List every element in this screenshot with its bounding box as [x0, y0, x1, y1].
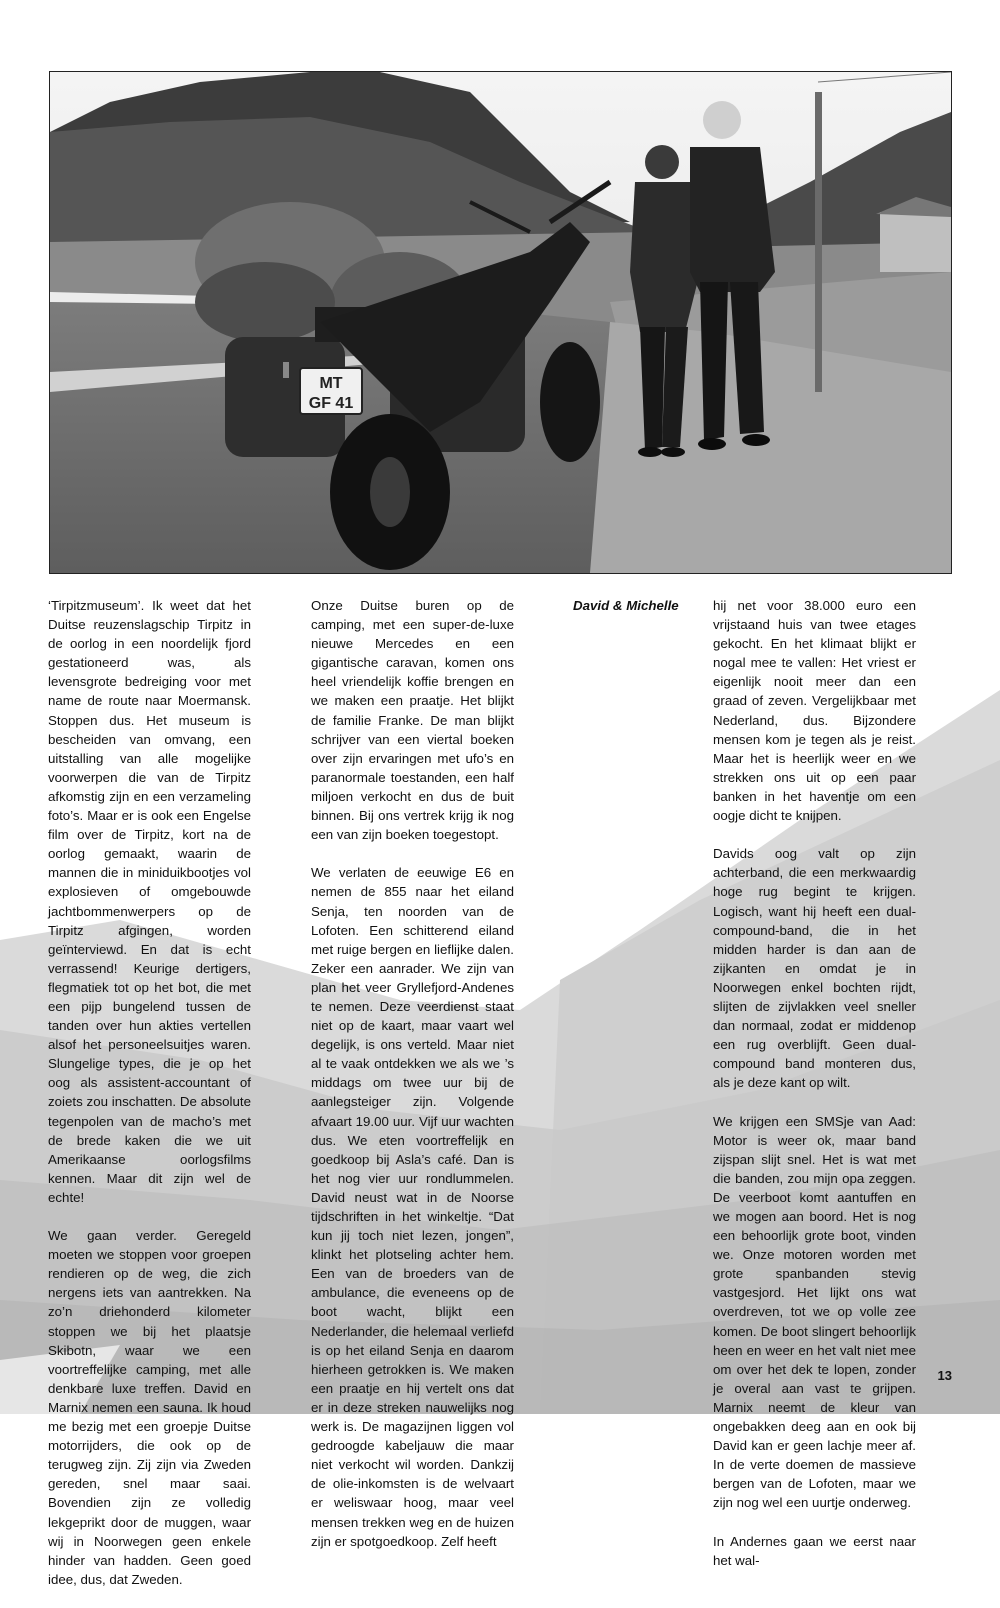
article-column-2: [311, 596, 514, 1570]
paragraph: Onze Duitse buren op de camping, met een super-de-luxe nieuwe Mercedes en een gigantische caravan, komen ons heel vriendelijk koffie brengen en we maken een praatje. Het blijkt de familie Franke. De man blijkt schrijver van een viertal boeken over zijn ervaringen met ufo’s en paranormale toestanden, een half miljoen verkocht en dus de buit binnen. Bij ons vertrek krijg ik nog een van zijn boeken toegestopt.: [311, 598, 514, 843]
photo-caption: David & Michelle: [573, 598, 679, 613]
page-number: 13: [937, 1368, 952, 1383]
paragraph: ‘Tirpitzmuseum’. Ik weet dat het Duitse reuzenslagschip Tirpitz in de oorlog in een noordelijk fjord gestationeerd was, als levensgrote bedreiging voor met name de route naar Moermansk. Stoppen dus. Het museum is bescheiden van omvang, een uitstalling van alle mogelijke voorwerpen die van de Tirpitz afkomstig zijn en een verzameling foto’s. Maar er is ook een Engelse film over de Tirpitz, kort na de oorlog gemaakt, waarin de mannen die in miniduikbootjes vol explosieven of omgebouwde jachtbommenwerpers op de Tirpitz afgingen, worden geïnterviewd. En dat is echt verrassend! Keurige dertigers, flegmatiek tot op het bot, die met een pijp bungelend tussen de tanden over hun akties vertellen alsof het personeelsuitjes waren. Slungelige types, die je op het oog als assistent-accountant of zoiets zou inschatten. De absolute tegenpolen van de macho’s met de brede kaken die we uit Amerikaanse oorlogsfilms kennen. Maar dit zijn wel de echte!: [48, 598, 251, 1205]
front-wheel: [540, 342, 600, 462]
license-plate-line2: GF 41: [308, 395, 354, 412]
paragraph: We krijgen een SMSje van Aad: Motor is weer ok, maar band zijspan slijt snel. Het is wat met die banden, zou mijn opa zeggen. De veerboot komt aantuffen en we mogen aan boord. Het is nog een behoorlijk grote boot, vinden we. Onze motoren worden met grote spanbanden stevig vastgesjord. Het lijkt ons wat overdreven, tot we op volle zee komen. De boot slingert behoorlijk heen en weer en het valt niet mee om over het dek te lopen, zonder je overal aan vast te grijpen. Marnix neemt de kleur van ongebakken deeg aan en ook bij David kan er geen lachje meer af. In de verte doemen de massieve bergen van de Lofoten, maar we zijn nog wel een uurtje onderweg.: [713, 1113, 916, 1511]
paragraph: We gaan verder. Geregeld moeten we stoppen voor groepen rendieren op de weg, die zich nergens iets van aantrekken. Na zo’n driehonderd kilometer stoppen we bij het plaatsje Skibotn, waar we een voortreffelijke camping, met alle denkbare luxe treffen. David en Marnix nemen een sauna. Ik houd me bezig met een groepje Duitse motorrijders, die ook op de terugweg zijn. Zij zijn via Zweden gereden, snel maar saai. Bovendien zijn ze volledig lekgeprikt door de muggen, waar wij in Noorwegen geen enkele hinder van hadden. Geen goed idee, dus, dat Zweden.: [48, 1228, 251, 1587]
utility-pole: [815, 92, 822, 392]
house: [880, 212, 951, 272]
license-plate: [300, 368, 362, 414]
article-column-3: [713, 596, 916, 1589]
license-plate-line1: MT: [319, 375, 343, 392]
paragraph: We verlaten de eeuwige E6 en nemen de 855 naar het eiland Senja, ten noorden van de Lofoten. Een schitterend eiland met ruige bergen en lieflijke dalen. Zeker een aanrader. We zijn van plan het veer Gryllefjord-Andenes te nemen. Deze veerdienst staat niet op de kaart, maar vaart wel degelijk, is ons verteld. Maar niet al te vaak ontdekken we als we ’s middags om twee uur bij de aanlegsteiger zijn. Volgende afvaart 19.00 uur. Vijf uur wachten dus. We eten voortreffelijk en goedkoop bij Asla’s café. Dan is het nog vier uur rondlummelen. David neust wat in de Noorse tijdschriften in het winkeltje. “Dat kun jij toch niet lezen, jongen”, klinkt het plotseling achter hem. Een van de broeders van de ambulance, die eveneens op de boot wacht, blijkt een Nederlander, die helemaal verliefd is op het eiland Senja en daarom hierheen getrokken is. We maken een praatje en hij vertelt ons dat er in deze streken nauwelijks nog werk is. De magazijnen liggen vol gedroogde kabeljauw die maar niet verkocht wil worden. Dankzij de olie-inkomsten is de welvaart er weliswaar hoog, maar veel mensen trekken weg en de huizen zijn er spotgoedkoop. Zelf heeft: [311, 865, 514, 1549]
hero-photo: [49, 71, 952, 574]
paragraph: Davids oog valt op zijn achterband, die een merkwaardig hoge rug begint te krijgen. Logisch, want hij heeft een dual-compound-band, die in het midden harder is dan aan de zijkanten en omdat je in Noorwegen enkel bochten rijdt, slijten de zijvlakken veel sneller dan normaal, zodat er middenop een rug overblijft. Geen dual-compound band monteren dus, als je deze kant op wilt.: [713, 846, 916, 1091]
paragraph: In Andernes gaan we eerst naar het wal-: [713, 1533, 916, 1568]
paragraph: hij net voor 38.000 euro een vrijstaand huis van twee etages gekocht. En het klimaat blijkt er nogal mee te vallen: Het vriest er eigenlijk nooit meer dan een graad of zeven. Vergelijkbaar met Nederland, dus. Bijzondere mensen kom je tegen als je reist. Maar het is heerlijk weer en we strekken ons uit op een paar banken in het haventje om een oogje dicht te knijpen.: [713, 598, 916, 824]
article-column-1: [48, 596, 251, 1608]
